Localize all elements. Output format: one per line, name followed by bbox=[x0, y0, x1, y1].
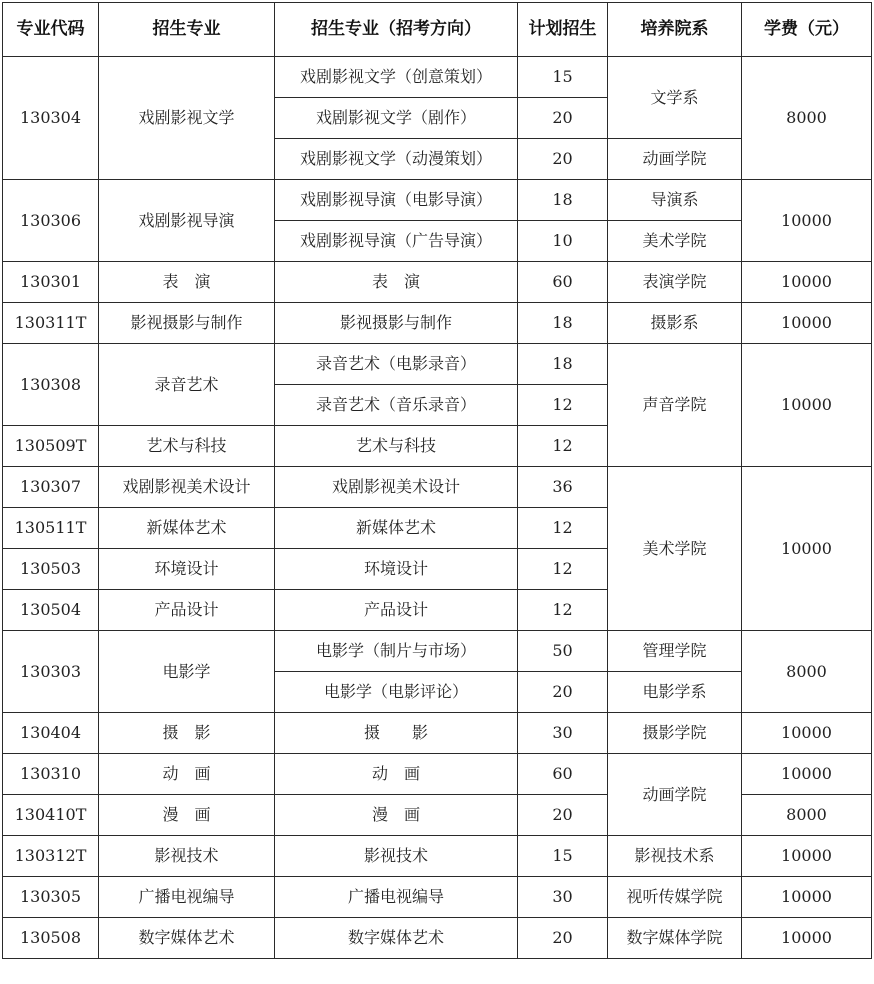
cell-code: 130308 bbox=[3, 344, 99, 426]
cell-plan: 15 bbox=[518, 57, 608, 98]
table-row bbox=[3, 631, 872, 672]
cell-code: 130311T bbox=[3, 303, 99, 344]
cell-dept: 声音学院 bbox=[608, 344, 742, 467]
cell-major: 艺术与科技 bbox=[99, 426, 275, 467]
table-row bbox=[3, 754, 872, 795]
cell-plan: 20 bbox=[518, 672, 608, 713]
cell-code: 130509T bbox=[3, 426, 99, 467]
cell-code: 130508 bbox=[3, 918, 99, 959]
cell-direction: 表 演 bbox=[275, 262, 518, 303]
header-fee: 学费（元） bbox=[742, 3, 872, 57]
cell-plan: 12 bbox=[518, 549, 608, 590]
table-row bbox=[3, 795, 872, 836]
admissions-table bbox=[2, 2, 872, 959]
cell-plan: 50 bbox=[518, 631, 608, 672]
cell-dept: 摄影学院 bbox=[608, 713, 742, 754]
table-row bbox=[3, 877, 872, 918]
cell-fee: 10000 bbox=[742, 467, 872, 631]
cell-code: 130503 bbox=[3, 549, 99, 590]
cell-fee: 10000 bbox=[742, 180, 872, 262]
table-row bbox=[3, 57, 872, 98]
cell-major: 影视摄影与制作 bbox=[99, 303, 275, 344]
table-row bbox=[3, 262, 872, 303]
cell-plan: 18 bbox=[518, 344, 608, 385]
header-code: 专业代码 bbox=[3, 3, 99, 57]
cell-plan: 12 bbox=[518, 385, 608, 426]
cell-plan: 20 bbox=[518, 98, 608, 139]
cell-dept: 导演系 bbox=[608, 180, 742, 221]
cell-plan: 20 bbox=[518, 795, 608, 836]
cell-major: 表 演 bbox=[99, 262, 275, 303]
cell-direction: 戏剧影视文学（创意策划） bbox=[275, 57, 518, 98]
cell-code: 130306 bbox=[3, 180, 99, 262]
cell-major: 新媒体艺术 bbox=[99, 508, 275, 549]
cell-major: 戏剧影视导演 bbox=[99, 180, 275, 262]
cell-major: 动 画 bbox=[99, 754, 275, 795]
cell-direction: 漫 画 bbox=[275, 795, 518, 836]
header-plan: 计划招生 bbox=[518, 3, 608, 57]
cell-dept: 摄影系 bbox=[608, 303, 742, 344]
cell-direction: 产品设计 bbox=[275, 590, 518, 631]
cell-major: 广播电视编导 bbox=[99, 877, 275, 918]
cell-code: 130310 bbox=[3, 754, 99, 795]
cell-plan: 10 bbox=[518, 221, 608, 262]
cell-plan: 18 bbox=[518, 180, 608, 221]
cell-fee: 10000 bbox=[742, 344, 872, 467]
cell-direction: 戏剧影视文学（剧作） bbox=[275, 98, 518, 139]
table-row bbox=[3, 467, 872, 508]
cell-plan: 18 bbox=[518, 303, 608, 344]
cell-plan: 20 bbox=[518, 139, 608, 180]
cell-code: 130304 bbox=[3, 57, 99, 180]
table-row bbox=[3, 303, 872, 344]
cell-plan: 15 bbox=[518, 836, 608, 877]
cell-major: 产品设计 bbox=[99, 590, 275, 631]
cell-direction: 广播电视编导 bbox=[275, 877, 518, 918]
cell-major: 戏剧影视文学 bbox=[99, 57, 275, 180]
cell-major: 录音艺术 bbox=[99, 344, 275, 426]
cell-direction: 影视摄影与制作 bbox=[275, 303, 518, 344]
cell-plan: 30 bbox=[518, 713, 608, 754]
cell-direction: 影视技术 bbox=[275, 836, 518, 877]
cell-code: 130404 bbox=[3, 713, 99, 754]
cell-major: 电影学 bbox=[99, 631, 275, 713]
cell-fee: 10000 bbox=[742, 713, 872, 754]
cell-direction: 戏剧影视导演（电影导演） bbox=[275, 180, 518, 221]
cell-dept: 文学系 bbox=[608, 57, 742, 139]
cell-dept: 电影学系 bbox=[608, 672, 742, 713]
cell-major: 摄 影 bbox=[99, 713, 275, 754]
cell-fee: 10000 bbox=[742, 918, 872, 959]
cell-plan: 60 bbox=[518, 262, 608, 303]
cell-direction: 摄 影 bbox=[275, 713, 518, 754]
cell-direction: 电影学（电影评论） bbox=[275, 672, 518, 713]
table-row bbox=[3, 180, 872, 221]
cell-direction: 戏剧影视美术设计 bbox=[275, 467, 518, 508]
cell-plan: 12 bbox=[518, 508, 608, 549]
header-major: 招生专业 bbox=[99, 3, 275, 57]
cell-fee: 8000 bbox=[742, 795, 872, 836]
cell-fee: 10000 bbox=[742, 877, 872, 918]
cell-direction: 数字媒体艺术 bbox=[275, 918, 518, 959]
cell-direction: 动 画 bbox=[275, 754, 518, 795]
cell-fee: 10000 bbox=[742, 754, 872, 795]
cell-direction: 艺术与科技 bbox=[275, 426, 518, 467]
cell-fee: 10000 bbox=[742, 303, 872, 344]
cell-major: 影视技术 bbox=[99, 836, 275, 877]
cell-direction: 录音艺术（电影录音） bbox=[275, 344, 518, 385]
cell-direction: 录音艺术（音乐录音） bbox=[275, 385, 518, 426]
cell-dept: 动画学院 bbox=[608, 754, 742, 836]
cell-plan: 30 bbox=[518, 877, 608, 918]
cell-dept: 美术学院 bbox=[608, 467, 742, 631]
cell-plan: 12 bbox=[518, 426, 608, 467]
cell-dept: 表演学院 bbox=[608, 262, 742, 303]
cell-major: 数字媒体艺术 bbox=[99, 918, 275, 959]
cell-fee: 8000 bbox=[742, 631, 872, 713]
header-row bbox=[3, 3, 872, 57]
cell-fee: 10000 bbox=[742, 262, 872, 303]
cell-plan: 36 bbox=[518, 467, 608, 508]
cell-code: 130301 bbox=[3, 262, 99, 303]
cell-dept: 美术学院 bbox=[608, 221, 742, 262]
cell-dept: 数字媒体学院 bbox=[608, 918, 742, 959]
cell-fee: 10000 bbox=[742, 836, 872, 877]
header-dept: 培养院系 bbox=[608, 3, 742, 57]
table-row bbox=[3, 713, 872, 754]
cell-major: 漫 画 bbox=[99, 795, 275, 836]
cell-dept: 影视技术系 bbox=[608, 836, 742, 877]
cell-code: 130307 bbox=[3, 467, 99, 508]
cell-code: 130511T bbox=[3, 508, 99, 549]
cell-code: 130504 bbox=[3, 590, 99, 631]
cell-major: 戏剧影视美术设计 bbox=[99, 467, 275, 508]
cell-direction: 戏剧影视文学（动漫策划） bbox=[275, 139, 518, 180]
cell-dept: 管理学院 bbox=[608, 631, 742, 672]
cell-plan: 12 bbox=[518, 590, 608, 631]
cell-code: 130303 bbox=[3, 631, 99, 713]
cell-code: 130410T bbox=[3, 795, 99, 836]
cell-code: 130305 bbox=[3, 877, 99, 918]
cell-plan: 60 bbox=[518, 754, 608, 795]
cell-plan: 20 bbox=[518, 918, 608, 959]
cell-direction: 电影学（制片与市场） bbox=[275, 631, 518, 672]
cell-fee: 8000 bbox=[742, 57, 872, 180]
cell-direction: 环境设计 bbox=[275, 549, 518, 590]
cell-direction: 戏剧影视导演（广告导演） bbox=[275, 221, 518, 262]
table-row bbox=[3, 918, 872, 959]
cell-direction: 新媒体艺术 bbox=[275, 508, 518, 549]
header-direction: 招生专业（招考方向） bbox=[275, 3, 518, 57]
table-row bbox=[3, 344, 872, 385]
cell-dept: 动画学院 bbox=[608, 139, 742, 180]
cell-code: 130312T bbox=[3, 836, 99, 877]
table-row bbox=[3, 836, 872, 877]
cell-dept: 视听传媒学院 bbox=[608, 877, 742, 918]
cell-major: 环境设计 bbox=[99, 549, 275, 590]
